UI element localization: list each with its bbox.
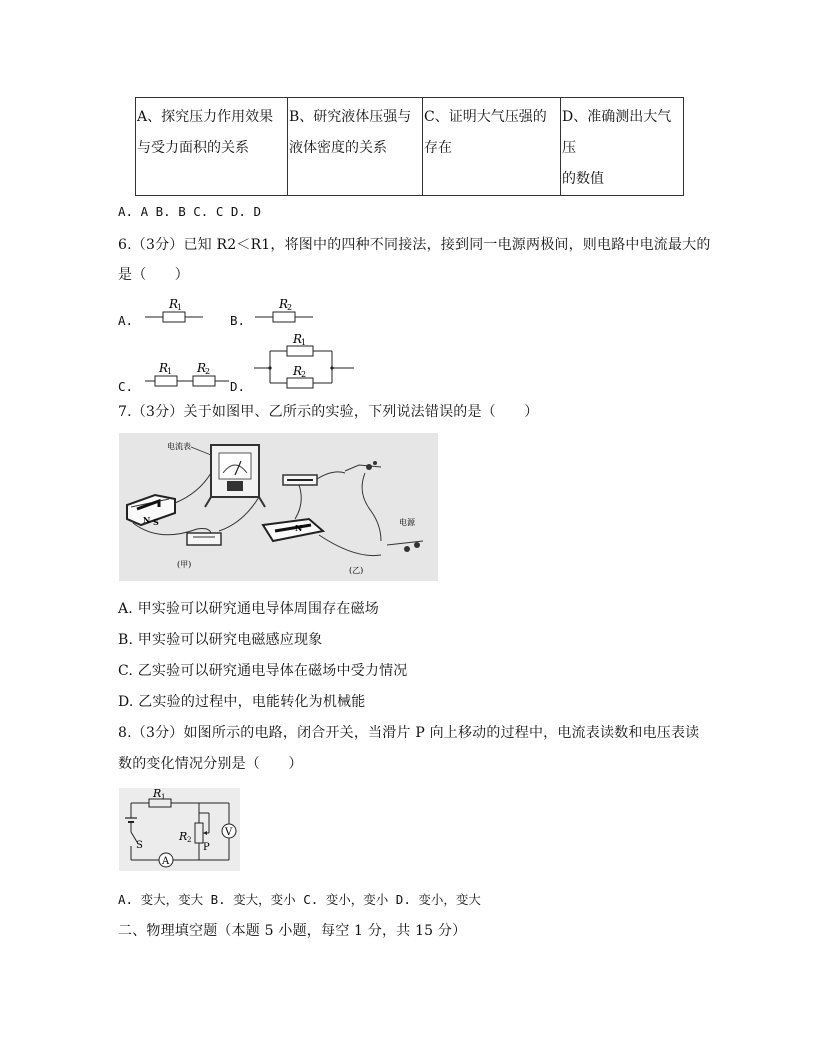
q8-stem-line2: 数的变化情况分别是（ ）: [118, 756, 303, 772]
r1-sub: 1: [161, 793, 166, 801]
resistor-sub: 2: [287, 303, 293, 312]
cell-text: 存在: [424, 140, 452, 156]
voltmeter-symbol: V: [225, 827, 233, 838]
magnet-n-label: N: [143, 515, 151, 525]
q6-label-d: D.: [230, 379, 246, 394]
resistor-sub: 1: [301, 338, 307, 347]
q6-stem-line2: 是（ ）: [118, 267, 189, 283]
q8-stem-line1: 8.（3分）如图所示的电路，闭合开关，当滑片 P 向上移动的过程中，电流表读数和电压表读: [118, 725, 700, 741]
power-label: 电源: [399, 518, 415, 527]
q7-option-c: C. 乙实验可以研究通电导体在磁场中受力情况: [118, 663, 408, 679]
cell-text: 压: [562, 140, 576, 156]
q7-experiment-photo: [119, 433, 438, 581]
ammeter-label: 电流表: [167, 442, 191, 451]
q7-option-b: B. 甲实验可以研究电磁感应现象: [118, 632, 323, 648]
q7-option-d: D. 乙实验的过程中，电能转化为机械能: [118, 694, 366, 710]
q8-circuit-diagram: [119, 788, 240, 871]
resistor-sub: 1: [177, 303, 183, 312]
table-cell-a: [136, 98, 288, 196]
resistor-label: R: [169, 297, 179, 311]
fig-jia-label: (甲): [177, 560, 192, 569]
q6-diagram-b: [253, 296, 315, 326]
resistor-sub: 2: [301, 370, 307, 379]
section-2-heading: 二、物理填空题（本题 5 小题，每空 1 分，共 15 分）: [118, 923, 467, 939]
cell-text: B、研究液体压强与: [289, 109, 412, 125]
options-table: [135, 97, 684, 196]
cell-text: A、探究压力作用效果: [137, 109, 274, 125]
table-cell-b: [288, 98, 423, 196]
table-cell-c: [423, 98, 561, 196]
yi-n-label: N: [295, 523, 303, 533]
fig-yi-label: (乙): [349, 566, 364, 575]
cell-text: 与受力面积的关系: [137, 140, 249, 156]
q6-diagram-c: [143, 360, 233, 390]
resistor-label: R: [159, 361, 169, 375]
cell-text: C、证明大气压强的: [424, 109, 547, 125]
r1-label: R: [153, 788, 162, 800]
cell-text: D、准确测出大气: [562, 109, 672, 125]
q6-label-a: A.: [118, 313, 134, 328]
cell-text: 液体密度的关系: [289, 140, 387, 156]
q7-stem: 7.（3分）关于如图甲、乙所示的实验，下列说法错误的是（ ）: [118, 404, 539, 420]
magnet-s-label: S: [153, 517, 159, 527]
switch-label: S: [136, 840, 143, 851]
resistor-label: R: [197, 361, 207, 375]
q6-diagram-d: [252, 333, 357, 389]
resistor-label: R: [279, 297, 289, 311]
q6-diagram-a: [143, 296, 205, 326]
resistor-label: R: [293, 364, 303, 378]
resistor-sub: 2: [205, 367, 211, 376]
r2-label: R: [179, 830, 188, 843]
q6-label-c: C.: [118, 379, 134, 394]
resistor-sub: 1: [167, 367, 173, 376]
q8-options: A. 变大，变大 B. 变大，变小 C. 变小，变小 D. 变小，变大: [118, 892, 481, 907]
ammeter-symbol: A: [162, 856, 170, 867]
q7-option-a: A. 甲实验可以研究通电导体周围存在磁场: [118, 601, 380, 617]
q6-label-b: B.: [230, 313, 246, 328]
q6-stem-line1: 6.（3分）已知 R2＜R1，将图中的四种不同接法，接到同一电源两极间，则电路中电流最大的: [118, 237, 711, 253]
r2-sub: 2: [187, 836, 192, 844]
q5-options: A. A B. B C. C D. D: [118, 204, 261, 219]
resistor-label: R: [293, 333, 303, 346]
slider-p-label: P: [203, 842, 210, 853]
cell-text: 的数值: [562, 171, 604, 187]
table-cell-d: [561, 98, 684, 196]
